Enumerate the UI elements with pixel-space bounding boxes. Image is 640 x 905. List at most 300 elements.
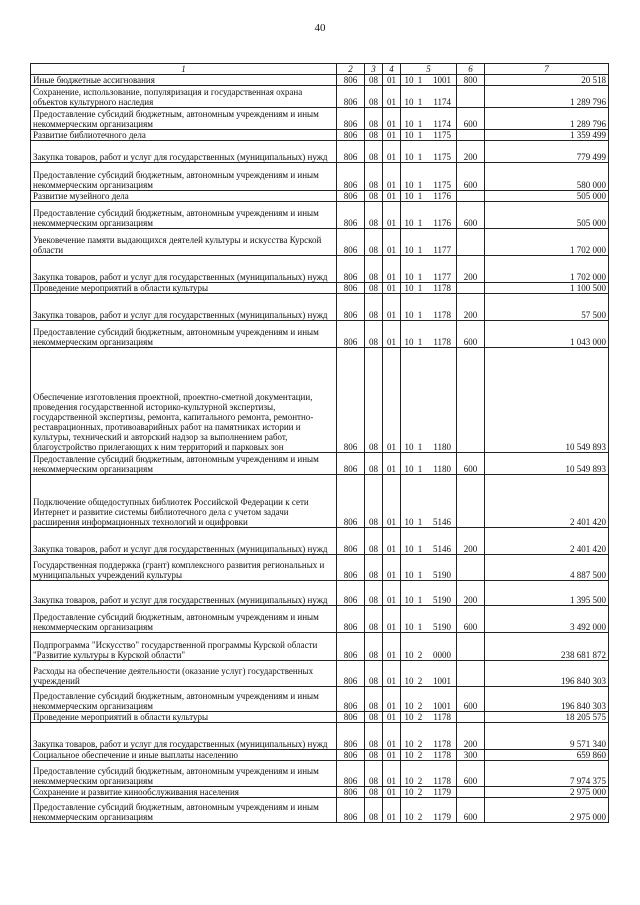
target-article-part: 1175: [433, 180, 451, 190]
row-target-article-cell: [401, 130, 457, 141]
row-amount-cell: 1 289 796: [485, 108, 609, 130]
target-article-part: 1: [417, 218, 423, 228]
row-target-article-cell: [401, 191, 457, 202]
row-section-cell: 08: [365, 130, 383, 141]
row-name-cell: Проведение мероприятий в области культуры: [31, 712, 337, 723]
target-article-part: 0000: [433, 650, 451, 660]
target-article-part: 2: [417, 712, 423, 722]
target-article-part: 5146: [433, 544, 451, 554]
target-article-part: 1179: [433, 812, 451, 822]
row-expense-type-cell: [457, 712, 485, 723]
row-grbs-cell: 806: [337, 798, 365, 823]
row-grbs-cell: 806: [337, 475, 365, 528]
row-grbs-cell: 806: [337, 761, 365, 787]
row-name-cell: Предоставление субсидий бюджетным, автономным учреждениям и иным некоммерческим организациям: [31, 108, 337, 130]
row-grbs-cell: 806: [337, 661, 365, 687]
target-article-part: 2: [417, 676, 423, 686]
row-expense-type-cell: 600: [457, 163, 485, 191]
row-amount-cell: 20 518: [485, 75, 609, 86]
row-subsection-cell: 01: [383, 108, 401, 130]
target-article-part: 10: [404, 152, 414, 162]
row-amount-cell: 1 702 000: [485, 256, 609, 283]
row-expense-type-cell: 600: [457, 202, 485, 229]
row-grbs-cell: 806: [337, 633, 365, 661]
target-article-part: 10: [404, 776, 414, 786]
row-target-article-cell: [401, 687, 457, 712]
row-section-cell: 08: [365, 108, 383, 130]
target-article-part: 5190: [433, 570, 451, 580]
row-name-cell: Сохранение, использование, популяризация и государственная охрана объектов культурного наследия: [31, 86, 337, 108]
row-section-cell: 08: [365, 761, 383, 787]
row-section-cell: 08: [365, 283, 383, 294]
row-expense-type-cell: [457, 229, 485, 256]
row-section-cell: 08: [365, 687, 383, 712]
row-name-cell: Предоставление субсидий бюджетным, автономным учреждениям и иным некоммерческим организациям: [31, 798, 337, 823]
row-grbs-cell: 806: [337, 581, 365, 606]
target-article-part: 1001: [433, 75, 451, 85]
row-name-cell: Развитие библиотечного дела: [31, 130, 337, 141]
row-section-cell: 08: [365, 348, 383, 453]
row-section-cell: 08: [365, 202, 383, 229]
target-article-part: 1174: [433, 97, 451, 107]
row-subsection-cell: 01: [383, 528, 401, 555]
target-article-part: 1: [417, 245, 423, 255]
row-expense-type-cell: 600: [457, 798, 485, 823]
target-article-part: 1: [417, 272, 423, 282]
row-amount-cell: 1 359 499: [485, 130, 609, 141]
target-article-part: 10: [404, 739, 414, 749]
header-cell-name: 1: [31, 64, 337, 75]
target-article-part: 10: [404, 517, 414, 527]
row-name-cell: Сохранение и развитие кинообслуживания населения: [31, 787, 337, 798]
row-grbs-cell: 806: [337, 712, 365, 723]
row-subsection-cell: 01: [383, 750, 401, 761]
row-amount-cell: 196 840 303: [485, 661, 609, 687]
target-article-part: 5190: [433, 595, 451, 605]
target-article-part: 10: [404, 97, 414, 107]
row-grbs-cell: 806: [337, 75, 365, 86]
target-article-part: 10: [404, 283, 414, 293]
row-subsection-cell: 01: [383, 606, 401, 633]
row-expense-type-cell: [457, 475, 485, 528]
row-section-cell: 08: [365, 86, 383, 108]
row-name-cell: Проведение мероприятий в области культуры: [31, 283, 337, 294]
row-amount-cell: 2 975 000: [485, 787, 609, 798]
row-target-article-cell: [401, 761, 457, 787]
table-row: [31, 712, 609, 723]
row-target-article-cell: [401, 661, 457, 687]
row-target-article-cell: [401, 453, 457, 475]
row-name-cell: Государственная поддержка (грант) комплексного развития региональных и муниципальных учреждений культуры: [31, 555, 337, 581]
row-target-article-cell: [401, 581, 457, 606]
row-section-cell: 08: [365, 606, 383, 633]
row-target-article-cell: [401, 229, 457, 256]
row-target-article-cell: [401, 141, 457, 163]
table-row: [31, 163, 609, 191]
row-amount-cell: 4 887 500: [485, 555, 609, 581]
target-article-part: 1: [417, 75, 423, 85]
row-target-article-cell: [401, 202, 457, 229]
row-expense-type-cell: 200: [457, 141, 485, 163]
header-cell-target-article: 5: [401, 64, 457, 75]
row-grbs-cell: 806: [337, 528, 365, 555]
row-subsection-cell: 01: [383, 687, 401, 712]
target-article-part: 1001: [433, 676, 451, 686]
table-row: [31, 787, 609, 798]
target-article-part: 1175: [433, 152, 451, 162]
row-amount-cell: 779 499: [485, 141, 609, 163]
row-target-article-cell: [401, 321, 457, 348]
row-section-cell: 08: [365, 163, 383, 191]
target-article-part: 1: [417, 310, 423, 320]
row-subsection-cell: 01: [383, 321, 401, 348]
row-grbs-cell: 806: [337, 723, 365, 750]
target-article-part: 2: [417, 750, 423, 760]
target-article-part: 10: [404, 676, 414, 686]
row-subsection-cell: 01: [383, 661, 401, 687]
row-amount-cell: 10 549 893: [485, 453, 609, 475]
target-article-part: 1: [417, 464, 423, 474]
row-name-cell: Обеспечение изготовления проектной, проектно-сметной документации, проведения государственной историко-культурной экспертизы, государственной экспертизы, ремонта, капитального ремонта, ремонтно-реставрационных, противоаварийных работ на памятниках истории и культуры, технический и авторский надзор за выполнением работ, благоустройство прилегающих к ним территорий и парковых зон: [31, 348, 337, 453]
row-section-cell: 08: [365, 229, 383, 256]
target-article-part: 10: [404, 180, 414, 190]
target-article-part: 1177: [433, 272, 451, 282]
row-target-article-cell: [401, 723, 457, 750]
row-name-cell: Предоставление субсидий бюджетным, автономным учреждениям и иным некоммерческим организациям: [31, 687, 337, 712]
row-subsection-cell: 01: [383, 453, 401, 475]
row-amount-cell: 7 974 375: [485, 761, 609, 787]
target-article-part: 2: [417, 776, 423, 786]
row-subsection-cell: 01: [383, 256, 401, 283]
row-section-cell: 08: [365, 787, 383, 798]
target-article-part: 1178: [433, 310, 451, 320]
target-article-part: 10: [404, 130, 414, 140]
row-amount-cell: 2 401 420: [485, 528, 609, 555]
target-article-part: 1001: [433, 701, 451, 711]
row-amount-cell: 580 000: [485, 163, 609, 191]
row-section-cell: 08: [365, 581, 383, 606]
table-row: [31, 555, 609, 581]
row-section-cell: 08: [365, 475, 383, 528]
table-row: [31, 475, 609, 528]
row-amount-cell: 3 492 000: [485, 606, 609, 633]
row-section-cell: 08: [365, 723, 383, 750]
table-row: [31, 750, 609, 761]
row-expense-type-cell: 800: [457, 75, 485, 86]
row-section-cell: 08: [365, 798, 383, 823]
row-expense-type-cell: 200: [457, 528, 485, 555]
target-article-part: 10: [404, 464, 414, 474]
row-grbs-cell: 806: [337, 453, 365, 475]
row-target-article-cell: [401, 633, 457, 661]
target-article-part: 1: [417, 595, 423, 605]
row-section-cell: 08: [365, 141, 383, 163]
row-expense-type-cell: 300: [457, 750, 485, 761]
target-article-part: 10: [404, 544, 414, 554]
table-row: [31, 348, 609, 453]
row-grbs-cell: 806: [337, 202, 365, 229]
table-row: [31, 687, 609, 712]
row-grbs-cell: 806: [337, 294, 365, 321]
row-amount-cell: 1 702 000: [485, 229, 609, 256]
header-cell-grbs: 2: [337, 64, 365, 75]
row-subsection-cell: 01: [383, 130, 401, 141]
row-name-cell: Предоставление субсидий бюджетным, автономным учреждениям и иным некоммерческим организациям: [31, 202, 337, 229]
target-article-part: 10: [404, 570, 414, 580]
row-expense-type-cell: 200: [457, 723, 485, 750]
header-cell-amount: 7: [485, 64, 609, 75]
row-subsection-cell: 01: [383, 294, 401, 321]
row-amount-cell: 9 571 340: [485, 723, 609, 750]
row-grbs-cell: 806: [337, 321, 365, 348]
target-article-part: 10: [404, 119, 414, 129]
row-name-cell: Закупка товаров, работ и услуг для государственных (муниципальных) нужд: [31, 581, 337, 606]
row-grbs-cell: 806: [337, 86, 365, 108]
row-name-cell: Подпрограмма "Искусство" государственной программы Курской области "Развитие культуры в Курской области": [31, 633, 337, 661]
row-name-cell: Предоставление субсидий бюджетным, автономным учреждениям и иным некоммерческим организациям: [31, 163, 337, 191]
row-amount-cell: 1 043 000: [485, 321, 609, 348]
row-section-cell: 08: [365, 528, 383, 555]
row-subsection-cell: 01: [383, 202, 401, 229]
target-article-part: 1: [417, 337, 423, 347]
target-article-part: 10: [404, 595, 414, 605]
target-article-part: 1177: [433, 245, 451, 255]
row-subsection-cell: 01: [383, 798, 401, 823]
target-article-part: 1179: [433, 787, 451, 797]
row-name-cell: Закупка товаров, работ и услуг для государственных (муниципальных) нужд: [31, 141, 337, 163]
row-subsection-cell: 01: [383, 787, 401, 798]
row-name-cell: Подключение общедоступных библиотек Российской Федерации к сети Интернет и развитие системы библиотечного дела с учетом задачи расширения информационных технологий и оцифровки: [31, 475, 337, 528]
table-row: [31, 108, 609, 130]
row-target-article-cell: [401, 475, 457, 528]
row-section-cell: 08: [365, 75, 383, 86]
row-grbs-cell: 806: [337, 163, 365, 191]
table-row: [31, 321, 609, 348]
row-subsection-cell: 01: [383, 581, 401, 606]
row-expense-type-cell: 600: [457, 321, 485, 348]
header-cell-section: 3: [365, 64, 383, 75]
target-article-part: 10: [404, 622, 414, 632]
row-name-cell: Предоставление субсидий бюджетным, автономным учреждениям и иным некоммерческим организациям: [31, 606, 337, 633]
row-subsection-cell: 01: [383, 229, 401, 256]
row-expense-type-cell: 200: [457, 294, 485, 321]
header-cell-subsection: 4: [383, 64, 401, 75]
table-row: [31, 229, 609, 256]
row-target-article-cell: [401, 75, 457, 86]
target-article-part: 1178: [433, 750, 451, 760]
row-section-cell: 08: [365, 555, 383, 581]
row-name-cell: Иные бюджетные ассигнования: [31, 75, 337, 86]
budget-table: [30, 63, 609, 823]
row-name-cell: Развитие музейного дела: [31, 191, 337, 202]
row-grbs-cell: 806: [337, 141, 365, 163]
target-article-part: 1180: [433, 464, 451, 474]
row-target-article-cell: [401, 348, 457, 453]
row-expense-type-cell: [457, 348, 485, 453]
row-expense-type-cell: [457, 191, 485, 202]
target-article-part: 10: [404, 310, 414, 320]
target-article-part: 1: [417, 97, 423, 107]
target-article-part: 10: [404, 272, 414, 282]
row-section-cell: 08: [365, 633, 383, 661]
target-article-part: 1: [417, 283, 423, 293]
target-article-part: 5146: [433, 517, 451, 527]
row-name-cell: Расходы на обеспечение деятельности (оказание услуг) государственных учреждений: [31, 661, 337, 687]
target-article-part: 1: [417, 191, 423, 201]
row-expense-type-cell: [457, 555, 485, 581]
row-target-article-cell: [401, 108, 457, 130]
row-grbs-cell: 806: [337, 191, 365, 202]
row-grbs-cell: 806: [337, 256, 365, 283]
row-section-cell: 08: [365, 191, 383, 202]
row-subsection-cell: 01: [383, 761, 401, 787]
row-amount-cell: 1 100 500: [485, 283, 609, 294]
target-article-part: 2: [417, 701, 423, 711]
target-article-part: 10: [404, 750, 414, 760]
row-subsection-cell: 01: [383, 712, 401, 723]
row-name-cell: Закупка товаров, работ и услуг для государственных (муниципальных) нужд: [31, 294, 337, 321]
table-header-row: [31, 64, 609, 75]
target-article-part: 10: [404, 712, 414, 722]
table-row: [31, 294, 609, 321]
row-subsection-cell: 01: [383, 86, 401, 108]
target-article-part: 2: [417, 812, 423, 822]
row-name-cell: Предоставление субсидий бюджетным, автономным учреждениям и иным некоммерческим организациям: [31, 453, 337, 475]
row-subsection-cell: 01: [383, 555, 401, 581]
row-expense-type-cell: [457, 86, 485, 108]
row-subsection-cell: 01: [383, 283, 401, 294]
row-amount-cell: 2 401 420: [485, 475, 609, 528]
row-expense-type-cell: [457, 787, 485, 798]
target-article-part: 2: [417, 787, 423, 797]
row-amount-cell: 505 000: [485, 202, 609, 229]
target-article-part: 1174: [433, 119, 451, 129]
row-subsection-cell: 01: [383, 141, 401, 163]
target-article-part: 1178: [433, 712, 451, 722]
row-expense-type-cell: [457, 283, 485, 294]
target-article-part: 1: [417, 180, 423, 190]
row-target-article-cell: [401, 283, 457, 294]
target-article-part: 10: [404, 245, 414, 255]
target-article-part: 1176: [433, 218, 451, 228]
table-row: [31, 581, 609, 606]
row-expense-type-cell: 600: [457, 453, 485, 475]
row-amount-cell: 18 205 575: [485, 712, 609, 723]
row-expense-type-cell: [457, 130, 485, 141]
row-grbs-cell: 806: [337, 787, 365, 798]
row-subsection-cell: 01: [383, 633, 401, 661]
target-article-part: 1: [417, 130, 423, 140]
row-expense-type-cell: 200: [457, 256, 485, 283]
row-amount-cell: 238 681 872: [485, 633, 609, 661]
table-row: [31, 202, 609, 229]
target-article-part: 1175: [433, 130, 451, 140]
row-expense-type-cell: [457, 661, 485, 687]
row-grbs-cell: 806: [337, 687, 365, 712]
row-section-cell: 08: [365, 256, 383, 283]
table-row: [31, 453, 609, 475]
target-article-part: 10: [404, 442, 414, 452]
row-amount-cell: 57 500: [485, 294, 609, 321]
table-row: [31, 723, 609, 750]
row-grbs-cell: 806: [337, 750, 365, 761]
row-grbs-cell: 806: [337, 283, 365, 294]
table-row: [31, 528, 609, 555]
row-name-cell: Предоставление субсидий бюджетным, автономным учреждениям и иным некоммерческим организациям: [31, 761, 337, 787]
header-cell-expense-type: 6: [457, 64, 485, 75]
row-target-article-cell: [401, 750, 457, 761]
row-name-cell: Увековечение памяти выдающихся деятелей культуры и искусства Курской области: [31, 229, 337, 256]
row-amount-cell: 505 000: [485, 191, 609, 202]
row-subsection-cell: 01: [383, 191, 401, 202]
target-article-part: 5190: [433, 622, 451, 632]
target-article-part: 1176: [433, 191, 451, 201]
target-article-part: 10: [404, 75, 414, 85]
target-article-part: 1180: [433, 442, 451, 452]
target-article-part: 2: [417, 650, 423, 660]
page-number: 40: [314, 22, 326, 34]
target-article-part: 2: [417, 739, 423, 749]
target-article-part: 1178: [433, 776, 451, 786]
row-amount-cell: 196 840 303: [485, 687, 609, 712]
row-target-article-cell: [401, 712, 457, 723]
target-article-part: 1178: [433, 283, 451, 293]
target-article-part: 10: [404, 701, 414, 711]
row-name-cell: Социальное обеспечение и иные выплаты населению: [31, 750, 337, 761]
row-amount-cell: 10 549 893: [485, 348, 609, 453]
target-article-part: 10: [404, 337, 414, 347]
row-amount-cell: 1 395 500: [485, 581, 609, 606]
target-article-part: 10: [404, 218, 414, 228]
row-grbs-cell: 806: [337, 130, 365, 141]
row-target-article-cell: [401, 606, 457, 633]
row-grbs-cell: 806: [337, 348, 365, 453]
row-subsection-cell: 01: [383, 348, 401, 453]
table-row: [31, 606, 609, 633]
table-row: [31, 761, 609, 787]
target-article-part: 1: [417, 119, 423, 129]
table-row: [31, 130, 609, 141]
target-article-part: 1: [417, 544, 423, 554]
row-target-article-cell: [401, 163, 457, 191]
target-article-part: 10: [404, 191, 414, 201]
target-article-part: 10: [404, 787, 414, 797]
row-subsection-cell: 01: [383, 723, 401, 750]
row-expense-type-cell: 600: [457, 761, 485, 787]
row-name-cell: Закупка товаров, работ и услуг для государственных (муниципальных) нужд: [31, 256, 337, 283]
row-expense-type-cell: 200: [457, 581, 485, 606]
table-row: [31, 798, 609, 823]
target-article-part: 10: [404, 650, 414, 660]
table-row: [31, 256, 609, 283]
table-row: [31, 86, 609, 108]
row-subsection-cell: 01: [383, 475, 401, 528]
row-target-article-cell: [401, 798, 457, 823]
row-amount-cell: 2 975 000: [485, 798, 609, 823]
target-article-part: 1178: [433, 337, 451, 347]
target-article-part: 10: [404, 812, 414, 822]
target-article-part: 1: [417, 517, 423, 527]
target-article-part: 1: [417, 570, 423, 580]
table-row: [31, 661, 609, 687]
row-amount-cell: 1 289 796: [485, 86, 609, 108]
row-grbs-cell: 806: [337, 108, 365, 130]
row-target-article-cell: [401, 86, 457, 108]
row-target-article-cell: [401, 256, 457, 283]
row-subsection-cell: 01: [383, 75, 401, 86]
row-name-cell: Предоставление субсидий бюджетным, автономным учреждениям и иным некоммерческим организациям: [31, 321, 337, 348]
row-amount-cell: 659 860: [485, 750, 609, 761]
